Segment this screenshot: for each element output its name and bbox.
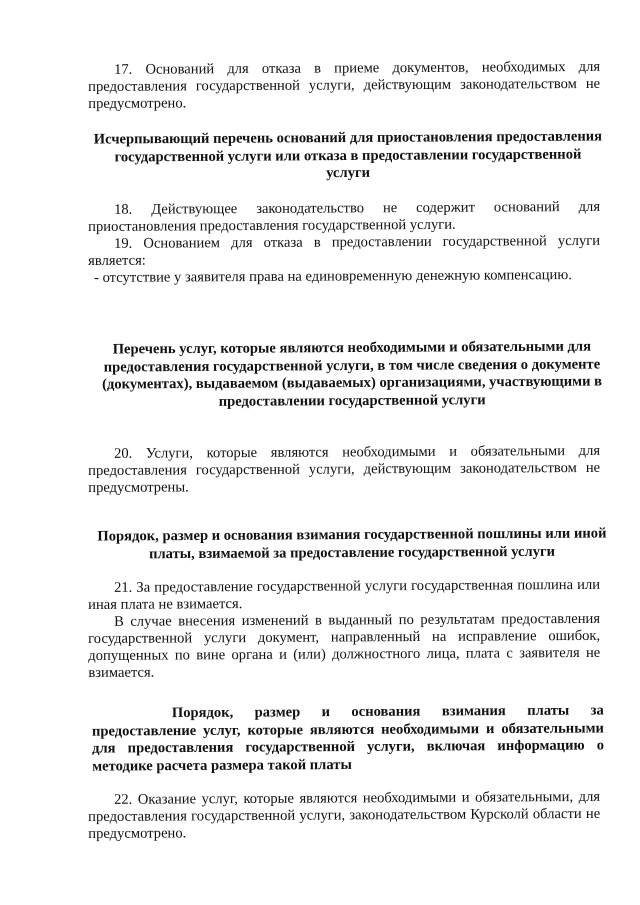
paragraph-21 — [88, 576, 601, 614]
heading-suspension-grounds-text: Исчерпывающий перечень оснований для приостановления предоставления государственной услуги или отказа в предоставлении государственной услуги — [93, 128, 603, 182]
paragraph-21b — [88, 610, 601, 682]
paragraph-18-text: 18. Действующее законодательство не содержит оснований для приостановления предоставления государственной услуги. — [88, 198, 601, 235]
heading-payment-procedure — [92, 704, 604, 774]
paragraph-22-text: 22. Оказание услуг, которые являются необходимыми и обязательными, для предоставления государственной услуги, законодательством Курсколй области не предусмотрено. — [88, 788, 601, 842]
paragraph-21-text: 21. За предоставление государственной услуги государственная пошлина или иная плата не взимается. — [88, 576, 601, 613]
heading-required-services-text: Перечень услуг, которые являются необходимыми и обязательными для предоставления государственной услуги, в том числе сведения о документе (документах), выдаваемом (выдаваемых) организациями, участвующими в предоставлении государственной услуги — [102, 338, 603, 410]
paragraph-20 — [88, 442, 601, 497]
paragraph-17-text: 17. Оснований для отказа в приеме документов, необходимых для предоставления государственной услуги, действующим законодательством не предусмотрено. — [88, 58, 601, 112]
paragraph-22 — [88, 788, 601, 843]
heading-suspension-grounds — [92, 130, 604, 183]
paragraph-19-item-text: - отсутствие у заявителя права на единовременную денежную компенсацию. — [93, 267, 572, 286]
paragraph-20-text: 20. Услуги, которые являются необходимыми и обязательными для предоставления государственной услуги, действующим законодательством не предусмотрены. — [88, 442, 601, 496]
heading-state-fee — [96, 527, 608, 562]
heading-required-services — [96, 340, 608, 410]
heading-state-fee-text: Порядок, размер и основания взимания государственной пошлины или иной платы, взимаемой за предоставление государственной услуги — [97, 525, 607, 562]
paragraph-17 — [88, 58, 601, 113]
paragraph-19-text: 19. Основанием для отказа в предоставлении государственной услуги является: — [88, 232, 601, 269]
paragraph-21b-text: В случае внесения изменений в выданный по результатам предоставления государственной услуги документ, направленный на исправление ошибок, допущенных по вине органа и (или) должностного лица, плата с заявителя не взимается. — [88, 610, 601, 681]
paragraph-19-item — [88, 267, 600, 287]
paragraph-19 — [88, 232, 601, 270]
paragraph-18 — [88, 198, 601, 236]
heading-payment-procedure-text: Порядок, размер и основания взимания платы за предоставление услуг, которые являются необходимыми и обязательными для предоставления государственной услуги, включая информацию о методике расчета размера такой платы — [91, 702, 605, 775]
